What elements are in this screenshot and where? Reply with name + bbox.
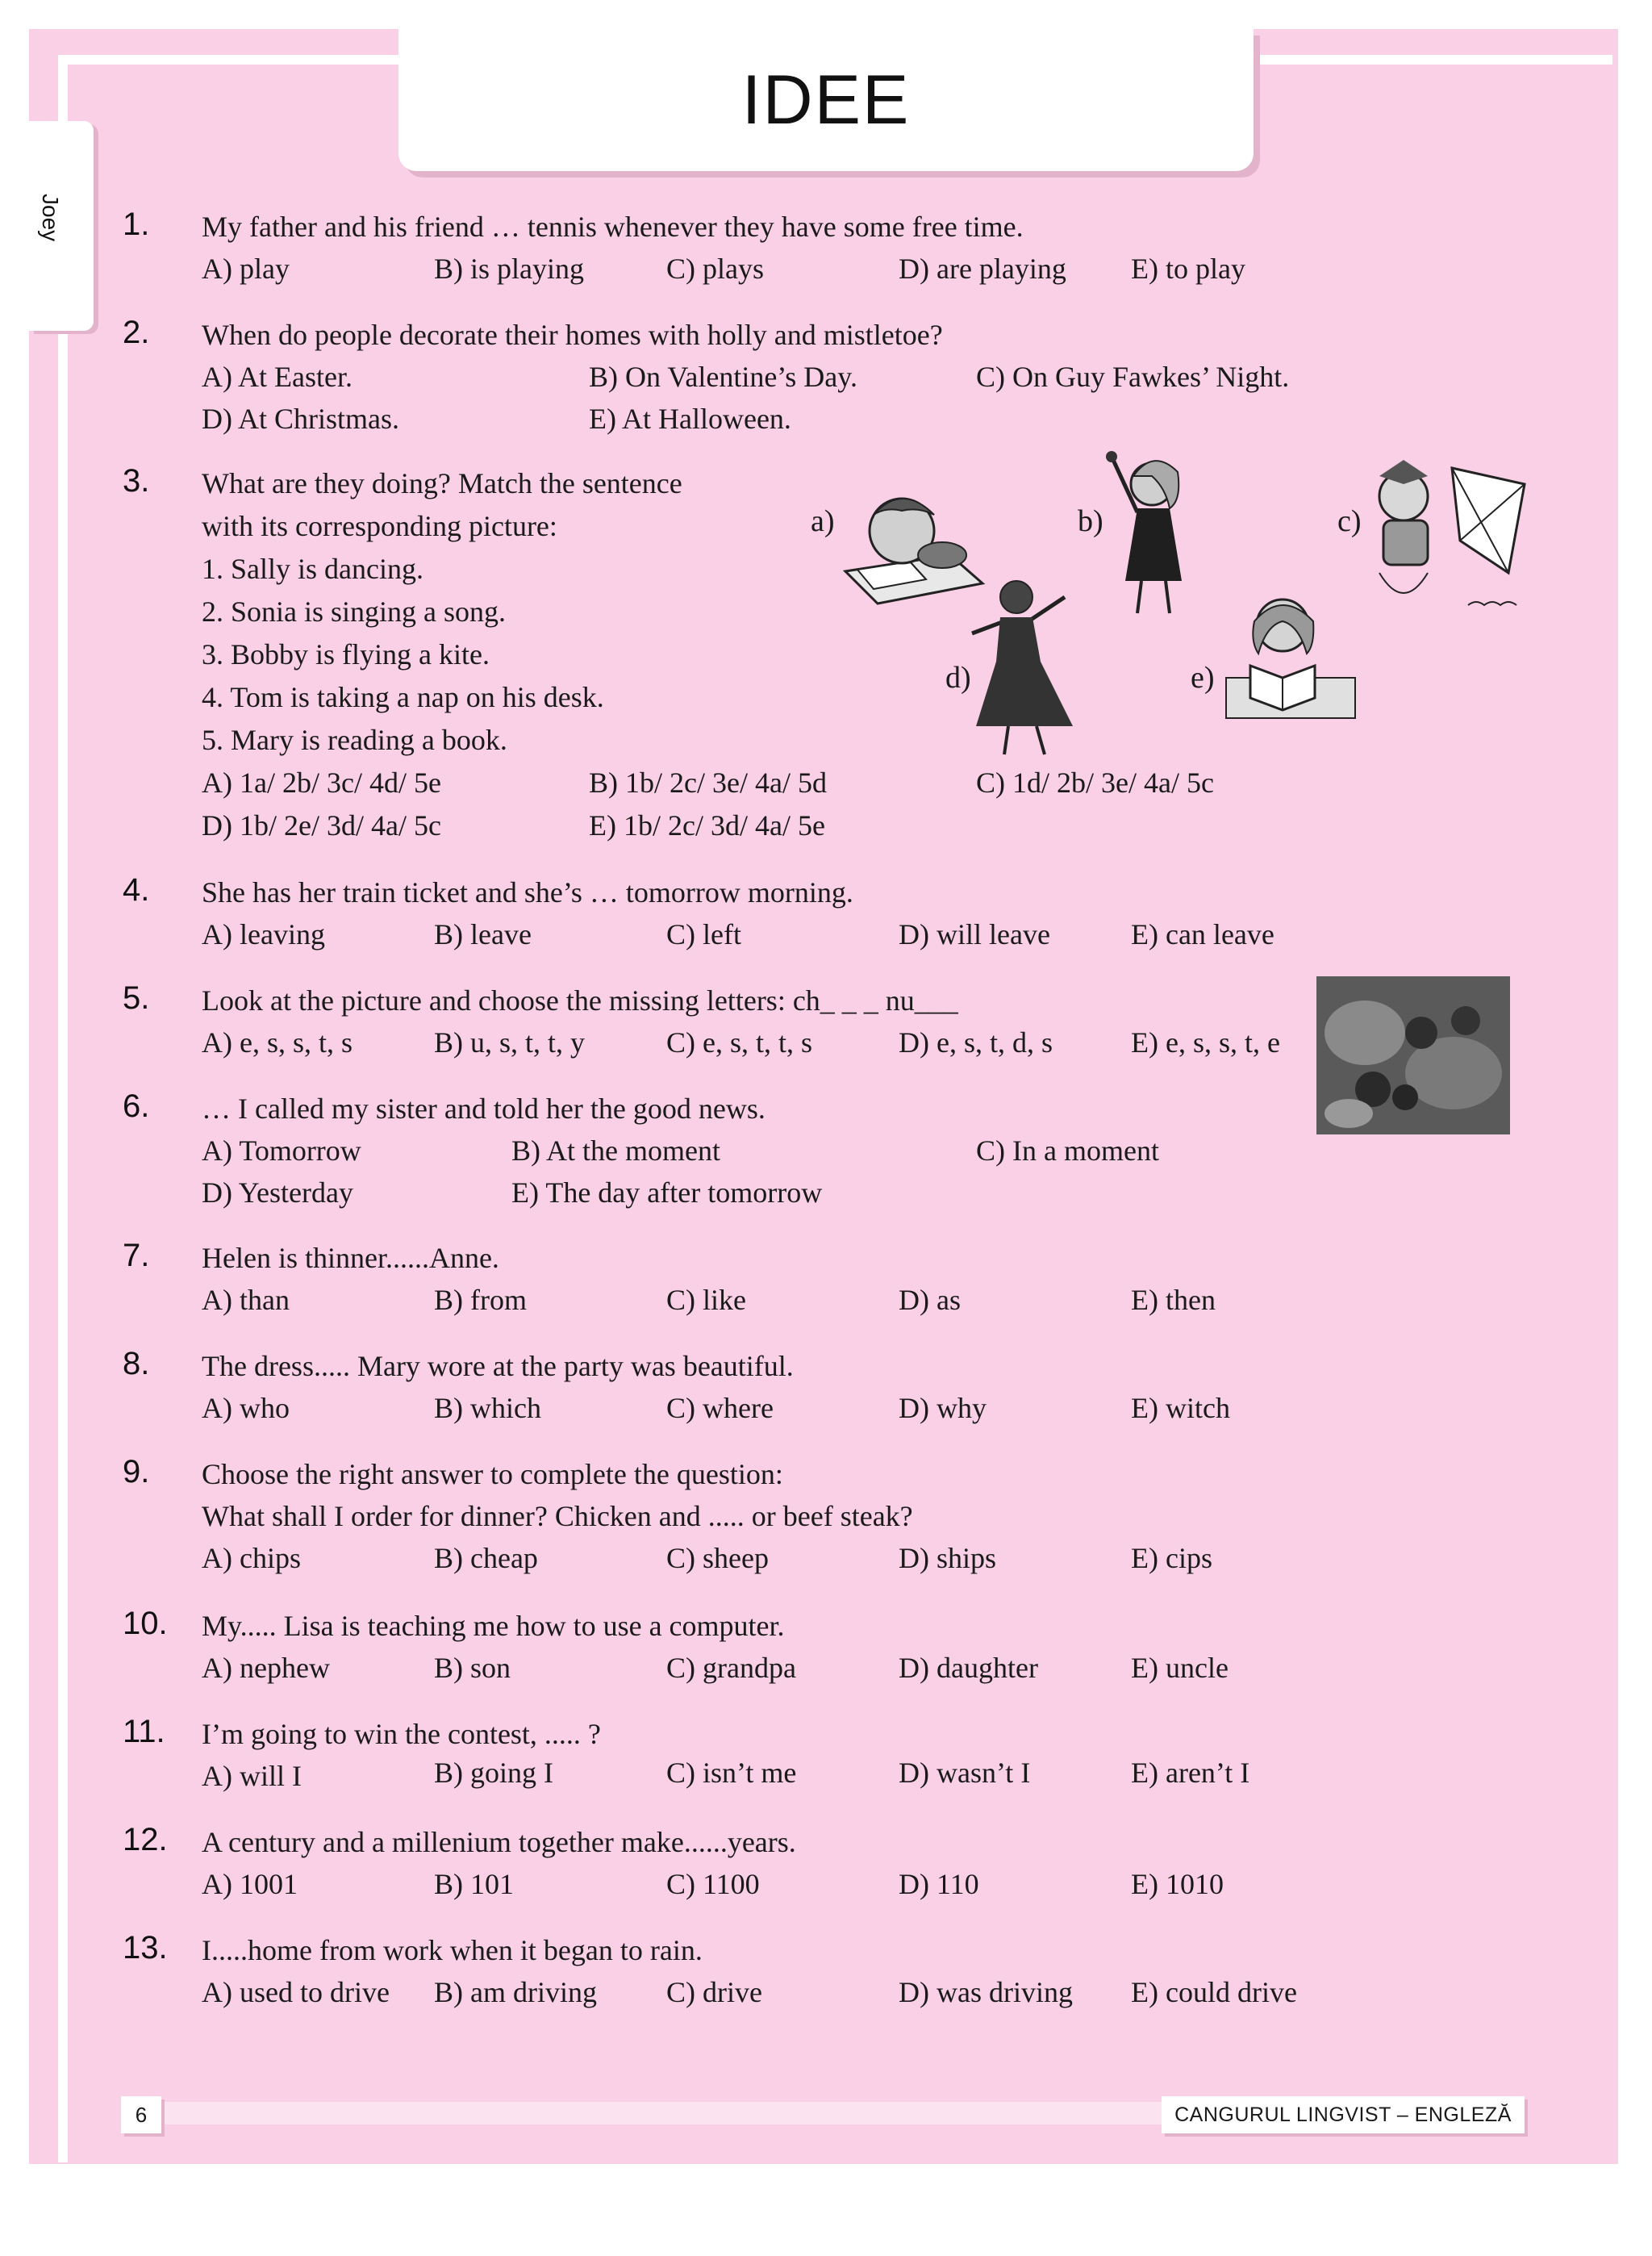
option-a[interactable]: A) 1a/ 2b/ 3c/ 4d/ 5e [202, 767, 441, 799]
option-d[interactable]: D) e, s, t, d, s [899, 1026, 1053, 1059]
option-c[interactable]: C) left [666, 918, 741, 950]
option-e[interactable]: E) uncle [1131, 1652, 1229, 1684]
option-b[interactable]: B) son [434, 1652, 511, 1684]
picture-label-c: c) [1337, 504, 1362, 538]
option-d[interactable]: D) At Christmas. [202, 403, 400, 435]
option-d[interactable]: D) ships [899, 1542, 997, 1574]
option-c[interactable]: C) sheep [666, 1542, 769, 1574]
question-text: The dress..... Mary wore at the party was beautiful. [202, 1350, 794, 1382]
question-number: 9. [123, 1454, 150, 1489]
option-a[interactable]: A) 1001 [202, 1868, 298, 1900]
option-e[interactable]: E) The day after tomorrow [511, 1176, 823, 1209]
option-a[interactable]: A) nephew [202, 1652, 330, 1684]
option-e[interactable]: E) then [1131, 1284, 1216, 1316]
question-text: Helen is thinner......Anne. [202, 1242, 499, 1274]
sentence-2: 2. Sonia is singing a song. [202, 595, 507, 628]
option-a[interactable]: A) who [202, 1392, 290, 1424]
option-d[interactable]: D) will leave [899, 918, 1050, 950]
option-a[interactable]: A) will I [202, 1760, 302, 1792]
option-b[interactable]: B) On Valentine’s Day. [589, 361, 857, 393]
option-d[interactable]: D) wasn’t I [899, 1757, 1031, 1789]
question-number: 7. [123, 1238, 150, 1273]
title-box [398, 29, 1254, 171]
option-d[interactable]: D) was driving [899, 1976, 1073, 2008]
option-c[interactable]: C) 1d/ 2b/ 3e/ 4a/ 5c [976, 767, 1214, 799]
option-d[interactable]: D) daughter [899, 1652, 1038, 1684]
page-title: IDEE [741, 61, 911, 139]
question-text: What shall I order for dinner? Chicken and ..... or beef steak? [202, 1500, 913, 1532]
question-number: 5. [123, 980, 150, 1016]
option-e[interactable]: E) aren’t I [1131, 1757, 1250, 1789]
question-text: When do people decorate their homes with holly and mistletoe? [202, 319, 943, 351]
picture-label-d: d) [945, 661, 971, 695]
option-e[interactable]: E) cips [1131, 1542, 1212, 1574]
option-e[interactable]: E) could drive [1131, 1976, 1297, 2008]
sentence-4: 4. Tom is taking a nap on his desk. [202, 681, 604, 713]
option-a[interactable]: A) leaving [202, 918, 325, 950]
option-d[interactable]: D) 110 [899, 1868, 979, 1900]
dancing-woman-illustration [960, 573, 1089, 758]
picture-label-b: b) [1078, 504, 1103, 538]
question-number: 2. [123, 315, 150, 350]
option-d[interactable]: D) are playing [899, 253, 1066, 285]
option-e[interactable]: E) 1b/ 2c/ 3d/ 4a/ 5e [589, 809, 825, 842]
option-c[interactable]: C) e, s, t, t, s [666, 1026, 813, 1059]
option-a[interactable]: A) At Easter. [202, 361, 353, 393]
side-tab-label: Joey [38, 194, 63, 242]
question-text: Look at the picture and choose the missing letters: ch_ _ _ nu___ [202, 984, 958, 1017]
option-e[interactable]: E) e, s, s, t, e [1131, 1026, 1280, 1059]
option-e[interactable]: E) witch [1131, 1392, 1230, 1424]
question-text: I.....home from work when it began to rain. [202, 1934, 703, 1966]
question-number: 8. [123, 1346, 150, 1381]
question-number: 3. [123, 463, 150, 499]
option-d[interactable]: D) Yesterday [202, 1176, 353, 1209]
option-e[interactable]: E) At Halloween. [589, 403, 791, 435]
option-c[interactable]: C) grandpa [666, 1652, 796, 1684]
option-c[interactable]: C) where [666, 1392, 774, 1424]
reading-girl-illustration [1218, 589, 1363, 726]
question-number: 12. [123, 1822, 168, 1857]
option-c[interactable]: C) drive [666, 1976, 762, 2008]
option-b[interactable]: B) 1b/ 2c/ 3e/ 4a/ 5d [589, 767, 827, 799]
side-tab [29, 121, 94, 331]
question-number: 4. [123, 872, 150, 908]
page-number: 6 [121, 2096, 161, 2133]
option-e[interactable]: E) can leave [1131, 918, 1274, 950]
option-a[interactable]: A) than [202, 1284, 290, 1316]
question-text: Choose the right answer to complete the question: [202, 1458, 783, 1490]
question-text: My..... Lisa is teaching me how to use a computer. [202, 1610, 785, 1642]
option-a[interactable]: A) Tomorrow [202, 1134, 361, 1167]
question-number: 1. [123, 207, 150, 242]
option-b[interactable]: B) am driving [434, 1976, 597, 2008]
option-c[interactable]: C) plays [666, 253, 764, 285]
question-text: My father and his friend … tennis whenever they have some free time. [202, 211, 1024, 243]
option-b[interactable]: B) which [434, 1392, 541, 1424]
option-a[interactable]: A) play [202, 253, 290, 285]
option-c[interactable]: C) like [666, 1284, 746, 1316]
option-e[interactable]: E) to play [1131, 253, 1245, 285]
kite-boy-illustration [1347, 452, 1541, 621]
option-b[interactable]: B) going I [434, 1757, 553, 1789]
option-b[interactable]: B) cheap [434, 1542, 538, 1574]
question-text: with its corresponding picture: [202, 510, 557, 542]
option-a[interactable]: A) used to drive [202, 1976, 390, 2008]
option-c[interactable]: C) In a moment [976, 1134, 1159, 1167]
option-a[interactable]: A) chips [202, 1542, 301, 1574]
question-number: 13. [123, 1930, 168, 1966]
picture-label-e: e) [1191, 661, 1215, 695]
sentence-1: 1. Sally is dancing. [202, 553, 423, 585]
question-text: … I called my sister and told her the good news. [202, 1092, 766, 1125]
option-b[interactable]: B) leave [434, 918, 532, 950]
question-number: 6. [123, 1088, 150, 1124]
option-c[interactable]: C) 1100 [666, 1868, 760, 1900]
option-d[interactable]: D) why [899, 1392, 987, 1424]
option-d[interactable]: D) 1b/ 2e/ 3d/ 4a/ 5c [202, 809, 441, 842]
option-b[interactable]: B) At the moment [511, 1134, 720, 1167]
picture-label-a: a) [811, 504, 835, 538]
sentence-5: 5. Mary is reading a book. [202, 724, 507, 756]
option-b[interactable]: B) is playing [434, 253, 584, 285]
question-number: 10. [123, 1606, 168, 1641]
singing-girl-illustration [1089, 444, 1210, 621]
question-text: A century and a millenium together make......years. [202, 1826, 796, 1858]
option-a[interactable]: A) e, s, s, t, s [202, 1026, 353, 1059]
question-number: 11. [123, 1714, 165, 1749]
question-text: What are they doing? Match the sentence [202, 467, 682, 499]
footer-label: CANGURUL LINGVIST – ENGLEZĂ [1162, 2096, 1525, 2133]
option-b[interactable]: B) from [434, 1284, 527, 1316]
chestnut-photo [1316, 976, 1510, 1134]
sentence-3: 3. Bobby is flying a kite. [202, 638, 490, 671]
option-d[interactable]: D) as [899, 1284, 961, 1316]
option-e[interactable]: E) 1010 [1131, 1868, 1224, 1900]
option-c[interactable]: C) isn’t me [666, 1757, 797, 1789]
question-text: I’m going to win the contest, ..... ? [202, 1718, 601, 1750]
option-b[interactable]: B) 101 [434, 1868, 514, 1900]
option-c[interactable]: C) On Guy Fawkes’ Night. [976, 361, 1290, 393]
option-b[interactable]: B) u, s, t, t, y [434, 1026, 586, 1059]
question-text: She has her train ticket and she’s … tomorrow morning. [202, 876, 853, 909]
